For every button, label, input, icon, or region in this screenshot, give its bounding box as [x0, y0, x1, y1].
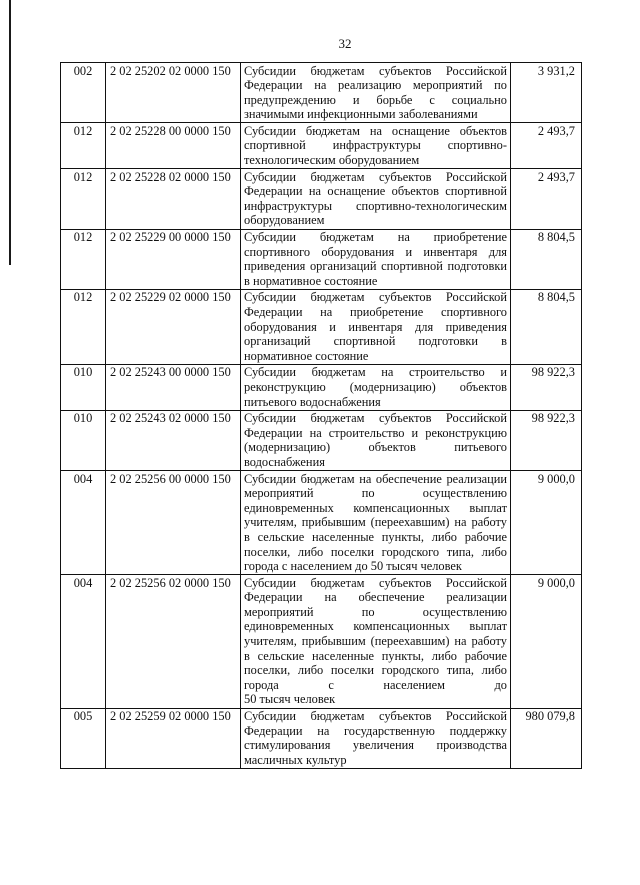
kbk-cell: 2 02 25202 02 0000 150	[106, 63, 241, 123]
description-line: Федерации на государственную поддержку	[244, 723, 507, 738]
description-line: реконструкцию (модернизацию) объектов	[244, 379, 507, 394]
description-line: мероприятий по осуществлению	[244, 604, 507, 619]
table-row	[61, 708, 582, 768]
description-line: Субсидии бюджетам на оснащение объектов	[244, 123, 507, 138]
kbk-cell: 2 02 25256 00 0000 150	[106, 471, 241, 575]
amount-cell: 2 493,7	[511, 123, 582, 169]
description-line: Субсидии бюджетам субъектов Российской	[244, 575, 507, 590]
table-row	[61, 229, 582, 289]
kbk-cell: 2 02 25243 00 0000 150	[106, 364, 241, 410]
table-row	[61, 63, 582, 123]
scan-edge-line	[9, 0, 11, 265]
description-line: Субсидии бюджетам субъектов Российской	[244, 290, 507, 305]
description-line: Федерации на обеспечение реализации	[244, 590, 507, 605]
description-line: в нормативное состояние	[244, 273, 378, 288]
description-line: единовременных компенсационных выплат	[244, 619, 507, 634]
description-line: единовременных компенсационных выплат	[244, 500, 507, 515]
description-cell	[241, 63, 511, 123]
amount-cell: 98 922,3	[511, 364, 582, 410]
description-line: предупреждению и борьбе с социально	[244, 92, 507, 107]
description-line: города с населением до	[244, 677, 507, 692]
description-line: масличных культур	[244, 752, 347, 767]
description-line: Субсидии бюджетам субъектов Российской	[244, 63, 507, 78]
description-line: спортивной инфраструктуры спортивно-	[244, 138, 507, 153]
amount-cell: 8 804,5	[511, 289, 582, 364]
description-line: города с населением до 50 тысяч человек	[244, 559, 462, 574]
amount-cell: 980 079,8	[511, 708, 582, 768]
description-line: Субсидии бюджетам на строительство и	[244, 365, 507, 380]
description-cell	[241, 364, 511, 410]
description-cell	[241, 123, 511, 169]
code-cell: 005	[61, 708, 106, 768]
description-line: нормативное состояние	[244, 348, 369, 363]
description-cell	[241, 708, 511, 768]
description-line: Федерации на строительство и реконструкцию	[244, 425, 507, 440]
table-row	[61, 169, 582, 229]
kbk-cell: 2 02 25229 00 0000 150	[106, 229, 241, 289]
code-cell: 012	[61, 123, 106, 169]
description-line: значимыми инфекционными заболеваниями	[244, 107, 478, 122]
amount-cell: 3 931,2	[511, 63, 582, 123]
description-line: Субсидии бюджетам субъектов Российской	[244, 709, 507, 724]
kbk-cell: 2 02 25229 02 0000 150	[106, 289, 241, 364]
description-line: (модернизацию) объектов питьевого	[244, 440, 507, 455]
amount-cell: 2 493,7	[511, 169, 582, 229]
description-line: спортивного оборудования и инвентаря для	[244, 244, 507, 259]
description-line: Субсидии бюджетам на обеспечение реализации	[244, 471, 507, 486]
table-body	[61, 63, 582, 769]
description-line: в сельские населенные пункты, либо рабочие	[244, 529, 507, 544]
code-cell: 012	[61, 169, 106, 229]
page-number: 32	[338, 36, 352, 51]
code-cell: 004	[61, 575, 106, 708]
description-line: мероприятий по осуществлению	[244, 486, 507, 501]
description-line: оборудования и инвентаря для приведения	[244, 319, 507, 334]
code-cell: 010	[61, 364, 106, 410]
kbk-cell: 2 02 25259 02 0000 150	[106, 708, 241, 768]
description-line: Субсидии бюджетам субъектов Российской	[244, 169, 507, 184]
description-cell	[241, 169, 511, 229]
description-line: питьевого водоснабжения	[244, 394, 381, 409]
code-cell: 012	[61, 289, 106, 364]
description-line: инфраструктуры спортивно-технологическим	[244, 198, 507, 213]
description-line: Федерации на приобретение спортивного	[244, 305, 507, 319]
description-line: в сельские населенные пункты, либо рабочие	[244, 648, 507, 663]
description-line: поселки, либо поселки городского типа, либо	[244, 663, 507, 678]
table-row	[61, 289, 582, 364]
kbk-cell: 2 02 25228 02 0000 150	[106, 169, 241, 229]
description-line: Федерации на оснащение объектов спортивной	[244, 184, 507, 199]
description-cell	[241, 575, 511, 708]
kbk-cell: 2 02 25228 00 0000 150	[106, 123, 241, 169]
description-cell	[241, 471, 511, 575]
description-line: водоснабжения	[244, 454, 325, 469]
description-line: учителям, прибывшим (переехавшим) на работу	[244, 515, 507, 530]
description-cell	[241, 289, 511, 364]
description-line: технологическим оборудованием	[244, 153, 420, 168]
amount-cell: 8 804,5	[511, 229, 582, 289]
amount-cell: 98 922,3	[511, 410, 582, 470]
description-line: организаций спортивной подготовки в	[244, 334, 507, 349]
description-line: поселки, либо поселки городского типа, либо	[244, 544, 507, 559]
description-line: Субсидии бюджетам субъектов Российской	[244, 411, 507, 426]
description-line: приведения организаций спортивной подготовки	[244, 259, 507, 274]
table-row	[61, 364, 582, 410]
code-cell: 012	[61, 229, 106, 289]
description-cell	[241, 410, 511, 470]
description-line: оборудованием	[244, 213, 325, 228]
amount-cell: 9 000,0	[511, 575, 582, 708]
kbk-cell: 2 02 25256 02 0000 150	[106, 575, 241, 708]
description-cell	[241, 229, 511, 289]
code-cell: 010	[61, 410, 106, 470]
table-row	[61, 471, 582, 575]
description-line: учителям, прибывшим (переехавшим) на работу	[244, 634, 507, 649]
code-cell: 004	[61, 471, 106, 575]
description-line: Субсидии бюджетам на приобретение	[244, 230, 507, 245]
table-row	[61, 410, 582, 470]
table-row	[61, 575, 582, 708]
code-cell: 002	[61, 63, 106, 123]
kbk-cell: 2 02 25243 02 0000 150	[106, 410, 241, 470]
description-line: Федерации на реализацию мероприятий по	[244, 78, 507, 93]
description-line: 50 тысяч человек	[244, 692, 336, 707]
amount-cell: 9 000,0	[511, 471, 582, 575]
description-line: стимулирования увеличения производства	[244, 738, 507, 753]
budget-table	[60, 62, 582, 769]
table-row	[61, 123, 582, 169]
